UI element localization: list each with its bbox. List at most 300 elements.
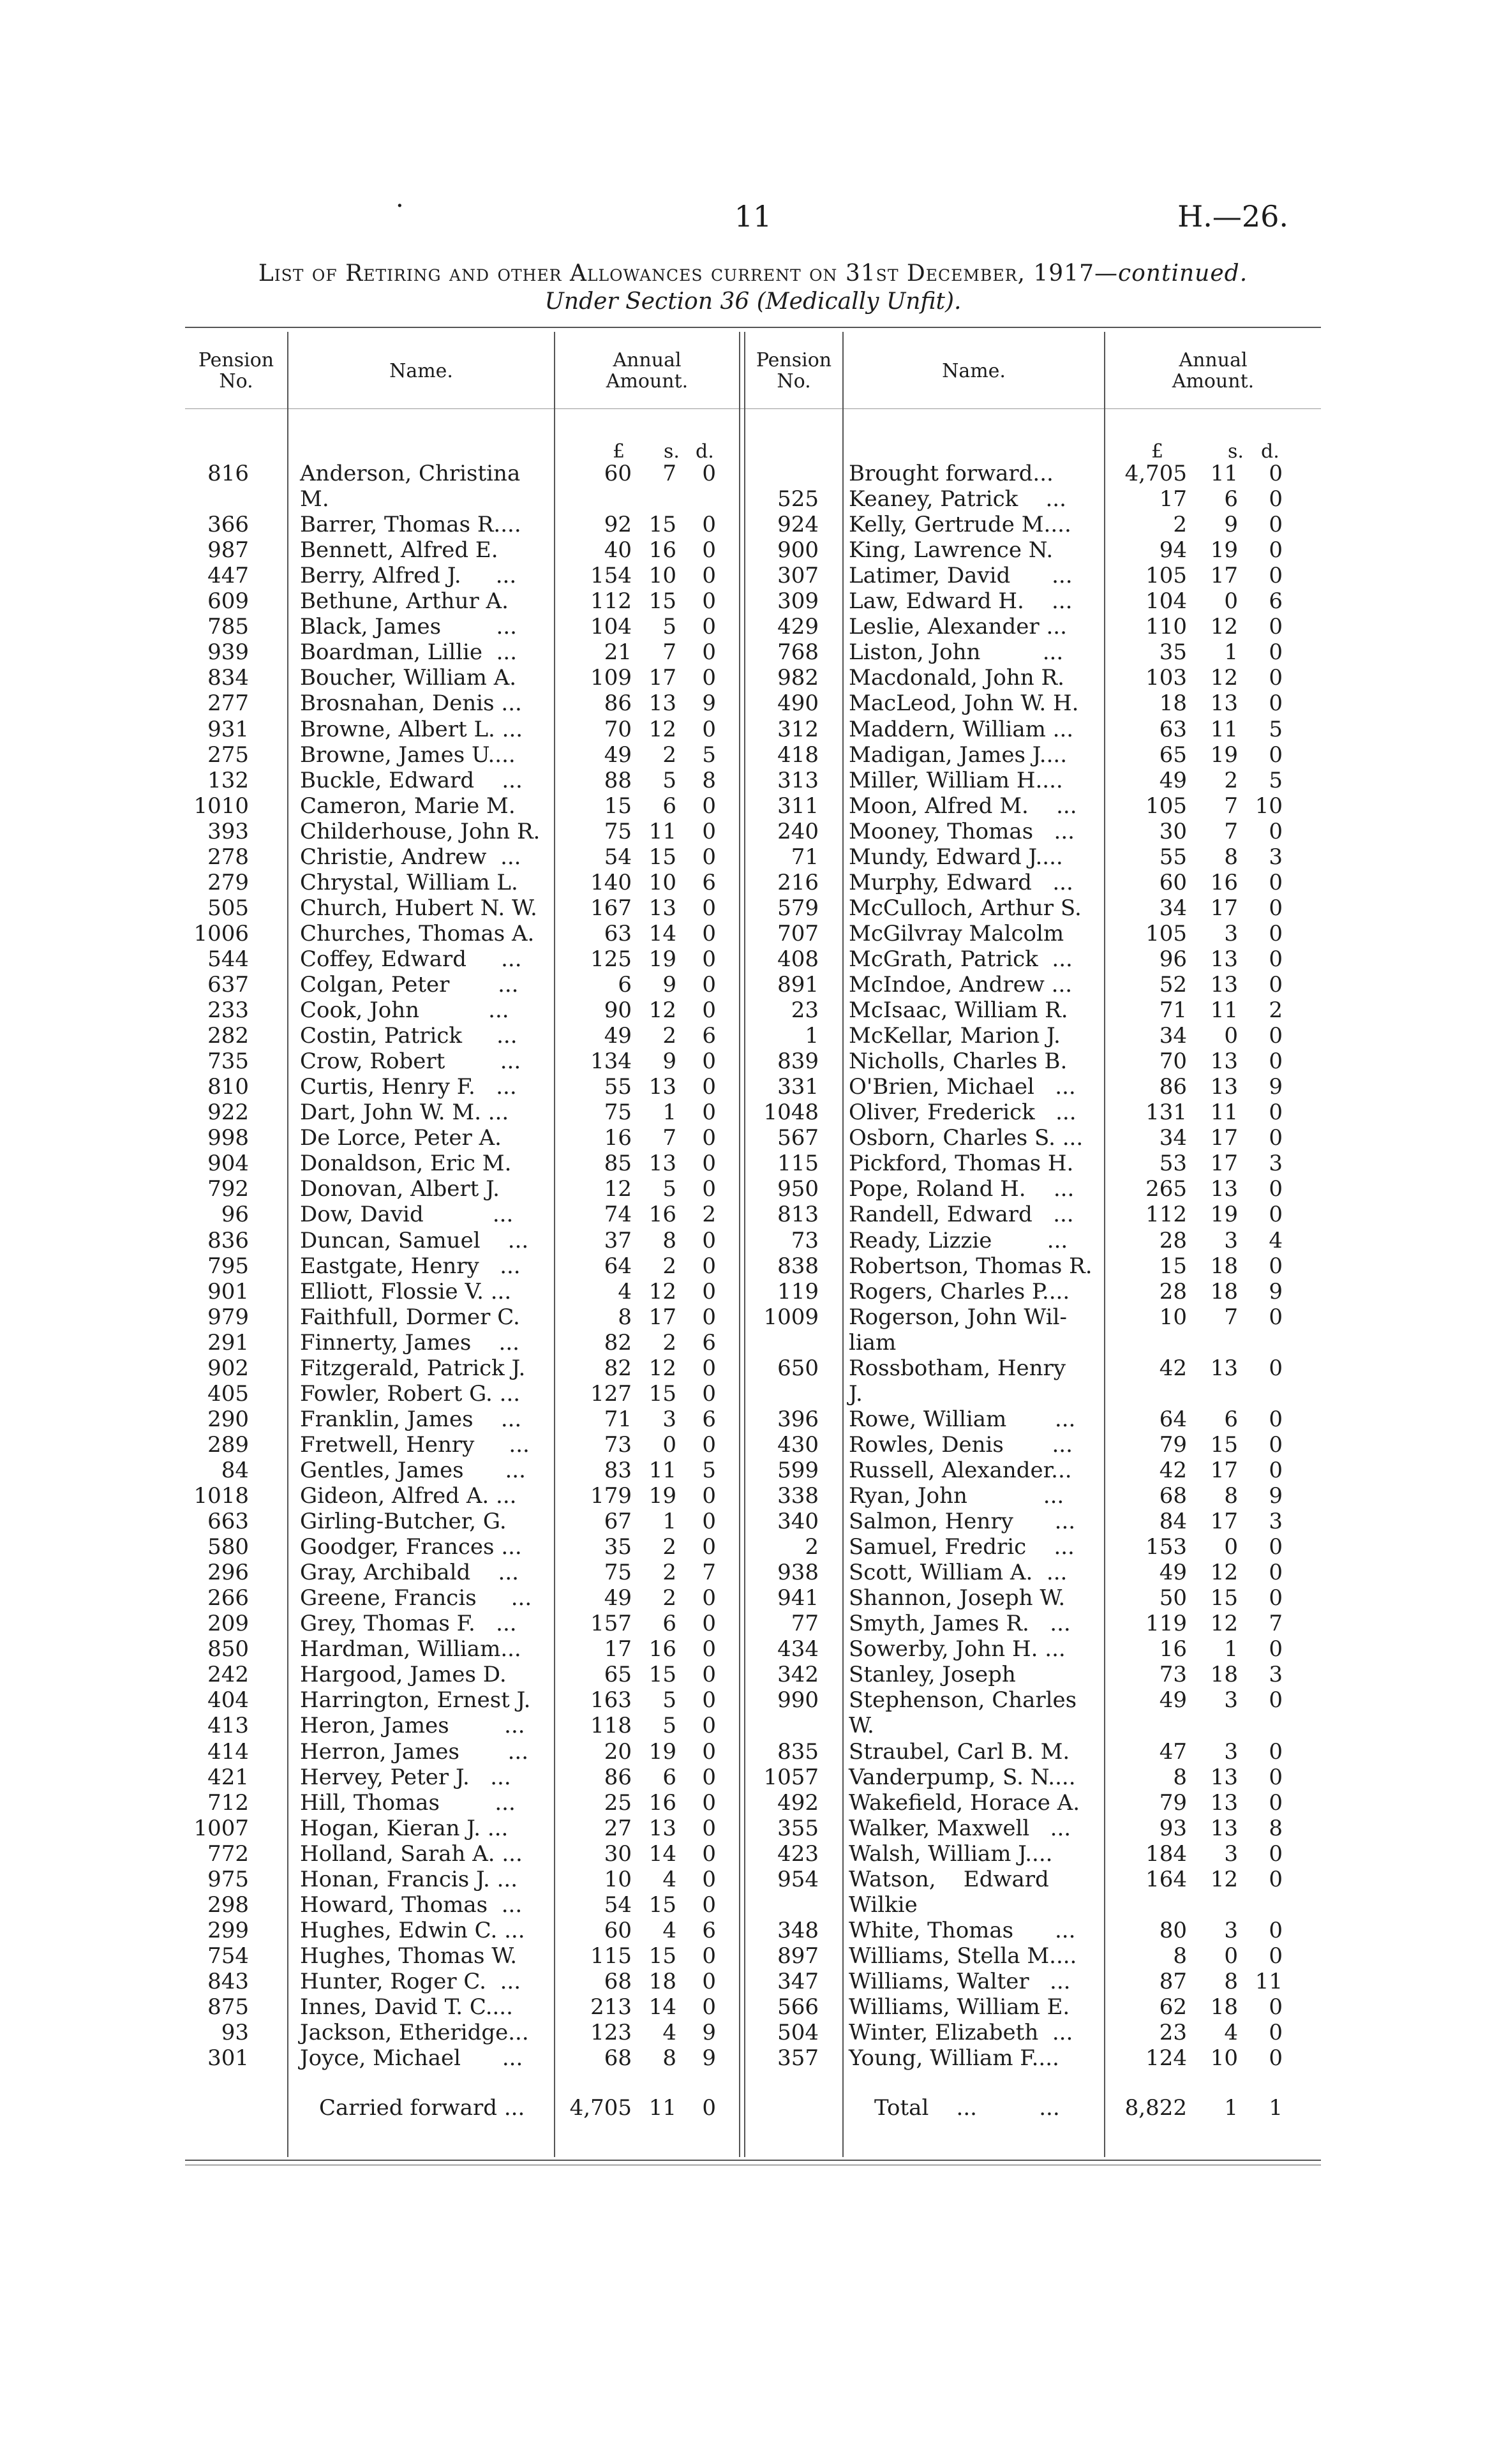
pension-no: 423 (777, 1841, 819, 1867)
amount-pence: 0 (702, 1636, 716, 1662)
amount-pounds: 163 (590, 1687, 632, 1714)
pensioner-name: Pope, Roland H. ... (849, 1176, 1075, 1202)
amount-shillings: 3 (1224, 1738, 1238, 1765)
pension-no: 939 (207, 639, 249, 666)
amount-shillings: 15 (648, 1380, 676, 1407)
pension-no: 835 (777, 1738, 819, 1765)
amount-pence: 0 (702, 1227, 716, 1253)
amount-shillings: 8 (1224, 1483, 1238, 1509)
pension-no: 132 (207, 767, 249, 793)
amount-pence: 9 (702, 2020, 716, 2046)
pensioner-name: Herron, James ... (300, 1738, 529, 1765)
amount-pounds: 35 (1159, 639, 1187, 666)
pension-no: 421 (207, 1764, 249, 1790)
table-row (0, 972, 1499, 998)
pension-no: 505 (207, 895, 249, 921)
pensioner-name: Browne, James U.... (300, 742, 516, 768)
amount-pence: 0 (1269, 1841, 1283, 1867)
pensioner-name: Rowles, Denis ... (849, 1431, 1073, 1458)
amount-pounds: 71 (1159, 997, 1187, 1024)
pension-no: 242 (207, 1662, 249, 1688)
amount-shillings: 5 (662, 1176, 676, 1202)
pensioner-name: Goodger, Frances ... (300, 1534, 522, 1560)
amount-pounds: 25 (604, 1789, 632, 1816)
amount-pence: 0 (702, 946, 716, 972)
table-row (0, 1867, 1499, 1893)
amount-pence: 0 (1269, 1457, 1283, 1483)
pension-no: 839 (777, 1049, 819, 1075)
amount-pounds: 35 (604, 1534, 632, 1560)
table-row (0, 461, 1499, 487)
table-row (0, 537, 1499, 564)
amount-shillings: 13 (1210, 946, 1238, 972)
pension-no: 404 (207, 1687, 249, 1714)
pensioner-name: J. (849, 1380, 863, 1407)
amount-pounds: 123 (590, 2020, 632, 2046)
pensioner-name: McIsaac, William R. (849, 997, 1068, 1024)
pensioner-name: Russell, Alexander... (849, 1457, 1072, 1483)
table-row (0, 1994, 1499, 2020)
amount-pounds: 42 (1159, 1457, 1187, 1483)
pensioner-name: liam (849, 1329, 897, 1355)
pension-no: 580 (207, 1534, 249, 1560)
amount-shillings: 14 (648, 920, 676, 946)
amount-pence: 0 (1269, 563, 1283, 589)
pension-no: 712 (207, 1789, 249, 1816)
table-row (0, 1713, 1499, 1739)
shilling-label: s. (664, 440, 680, 463)
table-row (0, 1355, 1499, 1382)
pension-no: 834 (207, 665, 249, 691)
pensioner-name: Williams, William E. (849, 1994, 1070, 2020)
amount-shillings: 13 (1210, 1176, 1238, 1202)
amount-pence: 3 (1269, 844, 1283, 870)
table-row (0, 1176, 1499, 1202)
pension-no: 1006 (193, 920, 249, 946)
amount-pounds: 213 (590, 1994, 632, 2020)
pensioner-name: Shannon, Joseph W. (849, 1585, 1066, 1611)
pensioner-name: Grey, Thomas F. ... (300, 1611, 517, 1637)
amount-shillings: 11 (648, 1457, 676, 1483)
amount-pence: 5 (702, 742, 716, 768)
amount-shillings: 2 (662, 1023, 676, 1049)
amount-shillings: 8 (662, 2045, 676, 2072)
amount-pence: 0 (702, 1074, 716, 1100)
amount-pence: 0 (1269, 1866, 1283, 1892)
amount-pounds: 119 (1145, 1611, 1187, 1637)
amount-pounds: 75 (604, 818, 632, 844)
amount-shillings: 14 (648, 1994, 676, 2020)
amount-pence: 5 (1269, 767, 1283, 793)
table-row (0, 1279, 1499, 1305)
pensioner-name: Dow, David ... (300, 1202, 514, 1228)
shilling-label-right: s. (1228, 440, 1244, 463)
pence-label: d. (696, 440, 714, 463)
amount-pence: 0 (1269, 1917, 1283, 1943)
table-row (0, 921, 1499, 947)
amount-pence: 0 (1269, 946, 1283, 972)
amount-pounds: 4 (618, 1278, 632, 1304)
table-row (0, 1253, 1499, 1280)
amount-pounds: 49 (1159, 1687, 1187, 1714)
amount-pence: 0 (1269, 691, 1283, 717)
amount-pence: 8 (1269, 1815, 1283, 1841)
table-row (0, 1687, 1499, 1714)
amount-shillings: 15 (1210, 1585, 1238, 1611)
pension-no: 312 (777, 716, 819, 742)
amount-pence: 0 (702, 1278, 716, 1304)
pensioner-name: Brosnahan, Denis ... (300, 691, 522, 717)
pensioner-name: Elliott, Flossie V. ... (300, 1278, 512, 1304)
pension-no: 663 (207, 1509, 249, 1535)
amount-pence: 0 (702, 793, 716, 819)
pension-no: 240 (777, 818, 819, 844)
pensioner-name: McKellar, Marion J. (849, 1023, 1061, 1049)
amount-pounds: 179 (590, 1483, 632, 1509)
pension-no: 816 (207, 461, 249, 486)
amount-shillings: 19 (648, 1738, 676, 1765)
table-row (0, 895, 1499, 922)
amount-pence: 6 (702, 1917, 716, 1943)
table-row (0, 1739, 1499, 1765)
pensioner-name: Watson, Edward (849, 1866, 1049, 1892)
amount-pence: 0 (702, 818, 716, 844)
amount-shillings: 13 (648, 1151, 676, 1177)
amount-pence: 0 (702, 1815, 716, 1841)
pension-no: 338 (777, 1483, 819, 1509)
pensioner-name: Bethune, Arthur A. (300, 588, 509, 615)
pension-no: 810 (207, 1074, 249, 1100)
amount-shillings: 15 (1210, 1431, 1238, 1458)
pensioner-name: Moon, Alfred M. ... (849, 793, 1077, 819)
amount-pounds: 84 (1159, 1509, 1187, 1535)
amount-pounds: 55 (1159, 844, 1187, 870)
pension-no: 922 (207, 1100, 249, 1126)
amount-pence: 0 (702, 1049, 716, 1075)
amount-pounds: 115 (590, 1943, 632, 1969)
amount-shillings: 10 (1210, 2045, 1238, 2072)
table-row (0, 1943, 1499, 1969)
pension-no: 875 (207, 1994, 249, 2020)
amount-pounds: 87 (1159, 1968, 1187, 1994)
pensioner-name: Kelly, Gertrude M.... (849, 512, 1071, 538)
amount-pence: 0 (702, 972, 716, 997)
pension-no: 1009 (763, 1304, 819, 1330)
amount-pounds: 118 (590, 1713, 632, 1739)
pensioner-name: Crow, Robert ... (300, 1049, 521, 1075)
header-annual-amount: Annual Amount. (606, 349, 689, 392)
table-bottom-rule (185, 2160, 1321, 2161)
pensioner-name: Macdonald, John R. (849, 665, 1064, 691)
amount-pounds: 16 (1159, 1636, 1187, 1662)
amount-pence: 0 (1269, 1534, 1283, 1560)
pensioner-name: King, Lawrence N. (849, 537, 1054, 564)
amount-shillings: 3 (1224, 1841, 1238, 1867)
pensioner-name: Innes, David T. C.... (300, 1994, 513, 2020)
pension-no: 418 (777, 742, 819, 768)
amount-pounds: 60 (1159, 869, 1187, 895)
amount-pounds: 18 (1159, 691, 1187, 717)
table-row (0, 563, 1499, 589)
amount-shillings: 6 (1224, 486, 1238, 512)
pension-no: 1 (805, 1023, 819, 1049)
amount-shillings: 15 (648, 512, 676, 538)
amount-pounds: 71 (604, 1406, 632, 1432)
amount-shillings: 3 (1224, 1687, 1238, 1714)
amount-shillings: 6 (662, 793, 676, 819)
amount-shillings: 17 (648, 665, 676, 691)
pensioner-name: Barrer, Thomas R.... (300, 512, 521, 538)
amount-pounds: 30 (604, 1841, 632, 1867)
pension-no: 735 (207, 1049, 249, 1075)
table-row (0, 1100, 1499, 1126)
amount-shillings: 2 (662, 1560, 676, 1586)
amount-pounds: 124 (1145, 2045, 1187, 2072)
amount-shillings: 10 (648, 869, 676, 895)
pensioner-name: Gideon, Alfred A. ... (300, 1483, 517, 1509)
amount-shillings: 12 (1210, 1866, 1238, 1892)
pensioner-name: Boucher, William A. (300, 665, 517, 691)
pension-no: 355 (777, 1815, 819, 1841)
amount-pence: 0 (1269, 1406, 1283, 1432)
table-row (0, 588, 1499, 615)
pension-no: 924 (777, 512, 819, 538)
table-row (0, 997, 1499, 1024)
amount-pounds: 6 (618, 972, 632, 997)
amount-pounds: 104 (1145, 588, 1187, 615)
pensioner-name: Mooney, Thomas ... (849, 818, 1075, 844)
pensioner-name: Latimer, David ... (849, 563, 1073, 589)
pension-no: 298 (207, 1892, 249, 1918)
pension-no: 279 (207, 869, 249, 895)
amount-shillings: 11 (648, 818, 676, 844)
pension-no: 309 (777, 588, 819, 615)
amount-pence: 0 (702, 1483, 716, 1509)
pensioner-name: Chrystal, William L. (300, 869, 518, 895)
pensioner-name: Cameron, Marie M. (300, 793, 516, 819)
pension-no: 987 (207, 537, 249, 564)
pension-no: 311 (777, 793, 819, 819)
pension-no: 979 (207, 1304, 249, 1330)
amount-pence: 0 (1269, 614, 1283, 640)
amount-pounds: 94 (1159, 537, 1187, 564)
amount-pounds: 73 (1159, 1662, 1187, 1688)
pensioner-name: Salmon, Henry ... (849, 1509, 1076, 1535)
pensioner-name: Gray, Archibald ... (300, 1560, 519, 1586)
amount-pounds: 96 (1159, 946, 1187, 972)
amount-shillings: 17 (1210, 1125, 1238, 1151)
amount-pounds: 8 (618, 1304, 632, 1330)
page-title (185, 260, 1321, 287)
pension-no: 73 (791, 1227, 819, 1253)
pensioner-name: Nicholls, Charles B. (849, 1049, 1068, 1075)
pensioner-name: Hunter, Roger C. ... (300, 1968, 521, 1994)
pensioner-name: Pickford, Thomas H. (849, 1151, 1074, 1177)
pensioner-name: Walsh, William J.... (849, 1841, 1053, 1867)
table-row (0, 844, 1499, 870)
amount-pounds: 34 (1159, 895, 1187, 921)
pension-no: 982 (777, 665, 819, 691)
amount-pounds: 75 (604, 1100, 632, 1126)
amount-pence: 4 (1269, 1227, 1283, 1253)
pensioner-name: Fitzgerald, Patrick J. (300, 1355, 526, 1381)
pensioner-name: Cook, John ... (300, 997, 509, 1024)
pension-no: 413 (207, 1713, 249, 1739)
amount-pence: 0 (702, 563, 716, 589)
amount-pounds: 8 (1173, 1764, 1187, 1790)
amount-shillings: 12 (1210, 665, 1238, 691)
pensioner-name: Robertson, Thomas R. (849, 1253, 1093, 1279)
pound-label-right: £ (1151, 440, 1164, 463)
amount-pence: 0 (702, 1509, 716, 1535)
title-text: List of Retiring and other Allowances current on 31st December, 1917— (258, 260, 1118, 287)
amount-shillings: 2 (1224, 767, 1238, 793)
amount-pounds: 62 (1159, 1994, 1187, 2020)
pensioner-name: Colgan, Peter ... (300, 972, 519, 997)
amount-pounds: 154 (590, 563, 632, 589)
pensioner-name: Vanderpump, S. N.... (849, 1764, 1076, 1790)
amount-pence: 0 (1269, 742, 1283, 768)
table-row (0, 1432, 1499, 1458)
amount-pence: 0 (702, 1380, 716, 1407)
amount-pence: 6 (702, 1406, 716, 1432)
pensioner-name: Randell, Edward ... (849, 1202, 1074, 1228)
table-row (0, 1074, 1499, 1100)
pension-no: 396 (777, 1406, 819, 1432)
pensioner-name: W. (849, 1713, 874, 1739)
amount-shillings: 2 (662, 1585, 676, 1611)
pension-no: 579 (777, 895, 819, 921)
amount-pounds: 67 (604, 1509, 632, 1535)
amount-pounds: 28 (1159, 1227, 1187, 1253)
pensioner-name: Stephenson, Charles (849, 1687, 1077, 1714)
amount-pence: 7 (1269, 1611, 1283, 1637)
amount-shillings: 8 (1224, 1968, 1238, 1994)
amount-shillings: 13 (648, 1815, 676, 1841)
amount-pence: 6 (702, 1023, 716, 1049)
amount-pounds: 85 (604, 1151, 632, 1177)
pension-no: 990 (777, 1687, 819, 1714)
amount-pence: 0 (702, 1662, 716, 1688)
amount-shillings: 12 (1210, 1611, 1238, 1637)
amount-pence: 9 (1269, 1483, 1283, 1509)
pensioner-name: Ryan, John ... (849, 1483, 1064, 1509)
amount-pounds: 20 (604, 1738, 632, 1765)
pensioner-name: Hardman, William... (300, 1636, 521, 1662)
pensioner-name: Holland, Sarah A. ... (300, 1841, 523, 1867)
amount-pounds: 164 (1145, 1866, 1187, 1892)
amount-pounds: 265 (1145, 1176, 1187, 1202)
amount-pounds: 4,705 (1124, 461, 1187, 486)
amount-shillings: 16 (648, 1636, 676, 1662)
amount-pounds: 17 (604, 1636, 632, 1662)
amount-pence: 0 (702, 1125, 716, 1151)
amount-pounds: 80 (1159, 1917, 1187, 1943)
amount-shillings: 9 (1224, 512, 1238, 538)
amount-shillings: 9 (662, 1049, 676, 1075)
pension-no: 414 (207, 1738, 249, 1765)
amount-pounds: 157 (590, 1611, 632, 1637)
pension-no: 599 (777, 1457, 819, 1483)
amount-pounds: 127 (590, 1380, 632, 1407)
pensioner-name: O'Brien, Michael ... (849, 1074, 1076, 1100)
pension-no: 792 (207, 1176, 249, 1202)
pensioner-name: Scott, William A. ... (849, 1560, 1068, 1586)
table-row (0, 1560, 1499, 1586)
pension-no: 795 (207, 1253, 249, 1279)
amount-pounds: 79 (1159, 1789, 1187, 1816)
pension-no: 393 (207, 818, 249, 844)
pensioner-name: Boardman, Lillie ... (300, 639, 517, 666)
amount-pounds: 49 (604, 742, 632, 768)
amount-pence: 0 (702, 997, 716, 1024)
amount-pence: 9 (1269, 1278, 1283, 1304)
amount-shillings: 2 (662, 1329, 676, 1355)
pension-no: 84 (221, 1457, 249, 1483)
table-top-rule (185, 327, 1321, 328)
pensioner-name: Stanley, Joseph (849, 1662, 1016, 1688)
amount-shillings: 12 (648, 997, 676, 1024)
pension-no: 275 (207, 742, 249, 768)
header-rule (185, 408, 1321, 409)
pension-no: 347 (777, 1968, 819, 1994)
amount-pounds: 54 (604, 844, 632, 870)
amount-shillings: 15 (648, 1892, 676, 1918)
amount-pence: 0 (1269, 1125, 1283, 1151)
pension-no: 902 (207, 1355, 249, 1381)
pension-no: 434 (777, 1636, 819, 1662)
amount-pence: 0 (702, 1994, 716, 2020)
amount-pence: 0 (1269, 1355, 1283, 1381)
pension-no: 609 (207, 588, 249, 615)
amount-pence: 0 (1269, 869, 1283, 895)
pensioner-name: Browne, Albert L. ... (300, 716, 523, 742)
amount-pounds: 184 (1145, 1841, 1187, 1867)
amount-pence: 0 (1269, 1994, 1283, 2020)
amount-pounds: 105 (1145, 563, 1187, 589)
amount-shillings: 17 (648, 1304, 676, 1330)
pensioner-name: Young, William F.... (849, 2045, 1059, 2072)
amount-pounds: 40 (604, 537, 632, 564)
pensioner-name: Berry, Alfred J. ... (300, 563, 517, 589)
pension-no: 492 (777, 1789, 819, 1816)
amount-pounds: 37 (604, 1227, 632, 1253)
amount-pence: 2 (1269, 997, 1283, 1024)
amount-pence: 0 (1269, 2045, 1283, 2072)
table-row (0, 1202, 1499, 1228)
amount-pounds: 82 (604, 1355, 632, 1381)
amount-pence: 0 (1269, 486, 1283, 512)
pension-no: 357 (777, 2045, 819, 2072)
table-row (0, 1534, 1499, 1560)
pension-no: 296 (207, 1560, 249, 1586)
amount-pounds: 93 (1159, 1815, 1187, 1841)
table-row (0, 1023, 1499, 1049)
pension-no: 504 (777, 2020, 819, 2046)
pensioner-name: Black, James ... (300, 614, 517, 640)
amount-pence: 3 (1269, 1151, 1283, 1177)
amount-pence: 0 (702, 716, 716, 742)
table-row (0, 1330, 1499, 1356)
amount-pence: 0 (1269, 895, 1283, 921)
carried-forward-pence: 0 (702, 2095, 716, 2121)
table-row (0, 1407, 1499, 1433)
amount-pence: 3 (1269, 1662, 1283, 1688)
amount-shillings: 3 (662, 1406, 676, 1432)
pension-no: 1057 (763, 1764, 819, 1790)
pension-no: 233 (207, 997, 249, 1024)
amount-pence: 0 (702, 1943, 716, 1969)
